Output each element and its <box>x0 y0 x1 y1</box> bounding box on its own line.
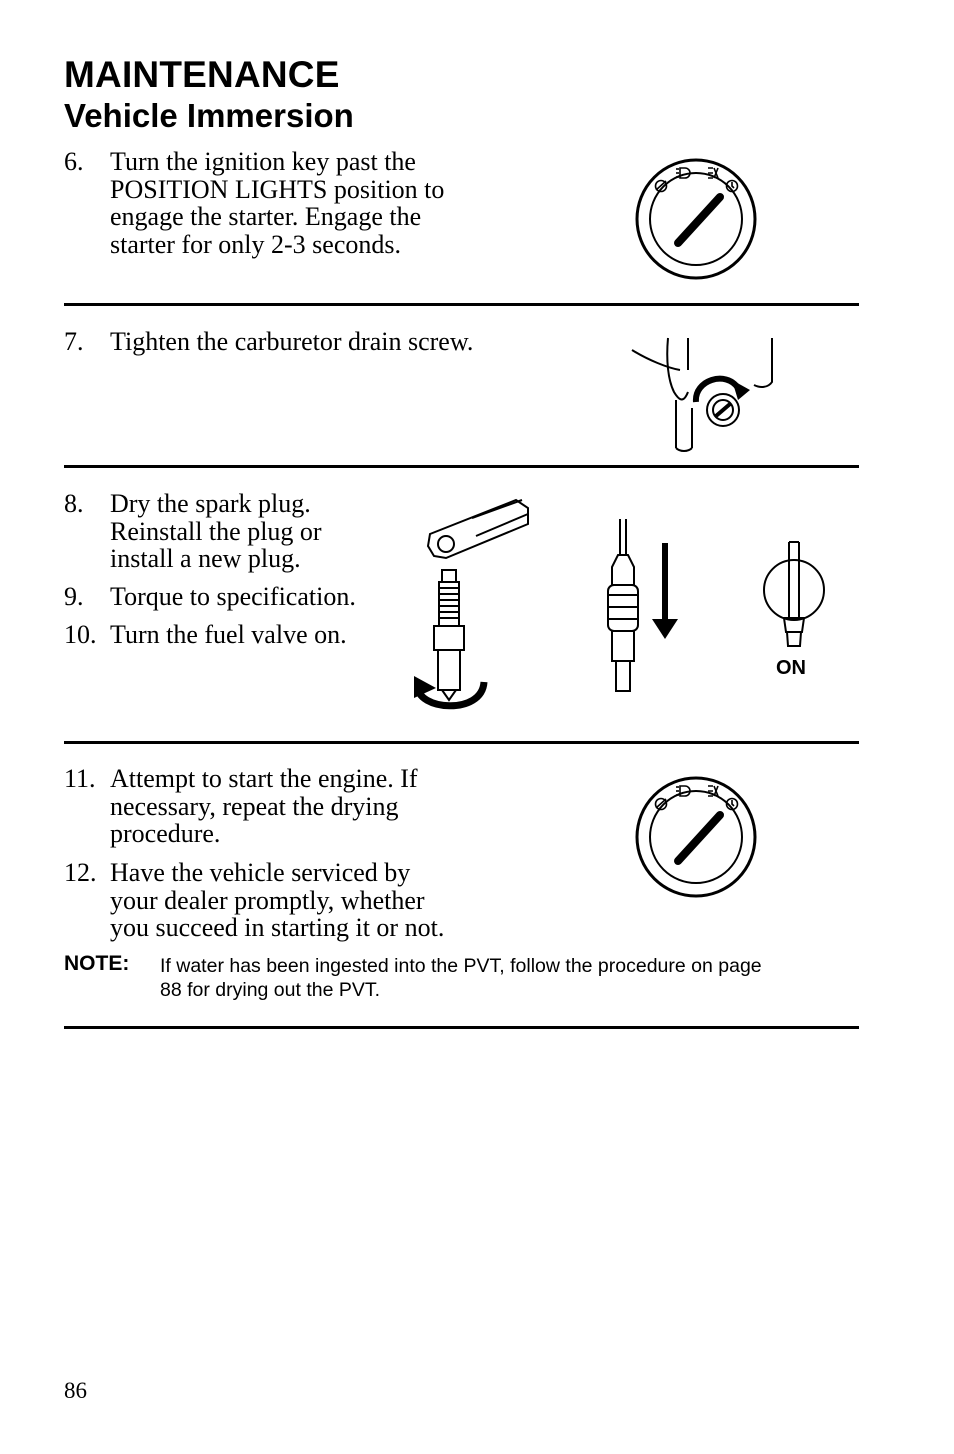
spark-plug-wrench-icon <box>412 496 534 718</box>
step-number: 11. <box>64 764 96 793</box>
step-number: 7. <box>64 327 84 356</box>
section-divider <box>64 465 859 468</box>
step-number: 10. <box>64 620 97 649</box>
step-text-line: procedure. <box>110 819 221 848</box>
page-number: 86 <box>64 1378 87 1403</box>
section-heading: MAINTENANCE <box>64 54 340 95</box>
step-text-line: Dry the spark plug. <box>110 489 311 518</box>
section-divider <box>64 303 859 306</box>
page-title: Vehicle Immersion <box>64 97 354 134</box>
note-text-line: 88 for drying out the PVT. <box>160 979 381 1001</box>
ignition-switch-icon <box>632 152 762 282</box>
step-text-line: you succeed in starting it or not. <box>110 913 445 942</box>
step-text-line: engage the starter. Engage the <box>110 202 422 231</box>
note-label: NOTE: <box>64 952 130 975</box>
step-number: 12. <box>64 858 97 887</box>
step-text-line: your dealer promptly, whether <box>110 885 425 915</box>
step-text-line: necessary, repeat the drying <box>110 791 399 821</box>
section-divider <box>64 1026 859 1029</box>
step-number: 6. <box>64 147 84 176</box>
ignition-switch-icon <box>632 770 762 900</box>
fuel-valve-icon <box>760 540 830 652</box>
step-number: 9. <box>64 582 84 611</box>
note-text <box>160 954 870 1002</box>
step-text-line: Attempt to start the engine. If <box>110 764 418 793</box>
fuel-valve-on-label: ON <box>776 657 806 679</box>
note-text-line: If water has been ingested into the PVT, follow the procedure on page <box>160 955 762 977</box>
step-text-line: POSITION LIGHTS position to <box>110 174 445 204</box>
section-divider <box>64 741 859 744</box>
step-text-line: Torque to specification. <box>110 582 356 611</box>
step-text-line: Turn the fuel valve on. <box>110 620 347 649</box>
carburetor-drain-screw-icon <box>628 330 778 455</box>
step-text-line: install a new plug. <box>110 544 301 573</box>
step-number: 8. <box>64 489 84 518</box>
spark-plug-cap-icon <box>598 515 688 697</box>
step-text-line: Turn the ignition key past the <box>110 147 416 176</box>
step-text-line: Tighten the carburetor drain screw. <box>110 327 474 356</box>
step-text-line: Reinstall the plug or <box>110 516 322 546</box>
step-text-line: Have the vehicle serviced by <box>110 858 411 887</box>
step-text-line: starter for only 2-3 seconds. <box>110 229 401 259</box>
